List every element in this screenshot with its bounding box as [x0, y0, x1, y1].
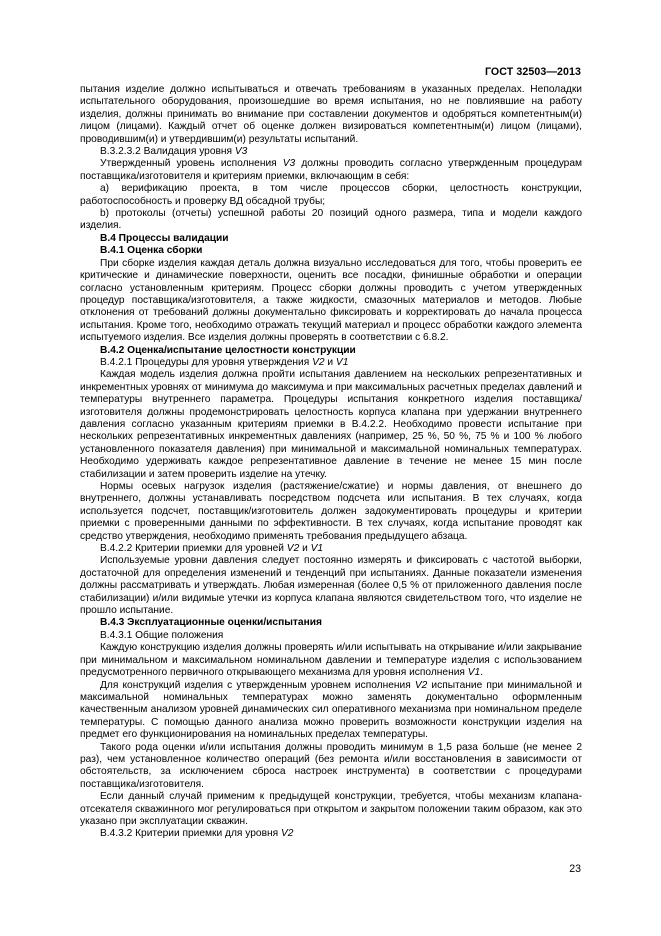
paragraph: а) верификацию проекта, в том числе процессов сборки, целостность конструкции, работоспособность и проверку ВД обсадной трубы;	[80, 183, 582, 207]
paragraph: Для конструкций изделия с утвержденным уровнем исполнения V2 испытание при минимальной и максимальной номинальных температурах можно заменять документально оформленным качественным анализом уровней динамических сил оперативного механизма при номинальном пределе температуры. С помощью данного анализа можно проверить возможности конструкции изделия на предмет его функционирования на номинальных пределах температуры.	[80, 679, 582, 741]
subsection-heading: В.4.2.1 Процедуры для уровня утверждения V2 и V1	[100, 356, 349, 368]
paragraph: Каждую конструкцию изделия должны проверять и/или испытывать на открывание и/или закрывание при минимальном и максимальном номинальном давлении и температуре изделия с использованием предусмотренного первичного открывающего механизма для уровня исполнения V1.	[80, 642, 582, 679]
section-heading: В.4.2 Оценка/испытание целостности конструкции	[100, 344, 356, 356]
section-heading: В.4.3 Эксплуатационные оценки/испытания	[100, 617, 322, 629]
paragraph: При сборке изделия каждая деталь должна визуально исследоваться для того, чтобы проверить ее критические и динамические поверхности, оценить все посадки, финишные обработки и операции согласно установленным критериям. Процесс сборки должны проводить с учетом утвержденных процедур поставщика/изготовителя, а также жидкости, смазочных материалов и методов. Любые отклонения от требований должны документально фиксировать и корректировать до начала процесса испытания. Кроме того, необходимо отражать текущий материал и процесс обработки каждого элемента испытуемого изделия. Все изделия должны проверять в соответствии с 6.8.2.	[80, 257, 582, 344]
paragraph: b) протоколы (отчеты) успешной работы 20 позиций одного размера, типа и модели каждого изделия.	[80, 208, 582, 232]
page-number: 23	[569, 863, 581, 875]
section-heading: В.4 Процессы валидации	[100, 232, 229, 244]
subsection-heading: В.4.2.2 Критерии приемки для уровней V2 и V1	[100, 543, 324, 555]
section-heading: В.4.1 Оценка сборки	[100, 245, 203, 257]
paragraph: Если данный случай применим к предыдущей конструкции, требуется, чтобы механизм клапана-отсекателя скважинного мог регулироваться при открытом и закрытом положении таким образом, как это указано при эксплуатации скважин.	[80, 791, 582, 827]
paragraph: Такого рода оценки и/или испытания должны проводить минимум в 1,5 раза больше (не менее 2 раз), чем установленное количество операций (без ремонта и/или восстановления в зависимости от обстоятельств, за исключением сброса настроек инструмента) в соответствии с процедурами поставщика/изготовителя.	[80, 741, 582, 790]
paragraph: Каждая модель изделия должна пройти испытания давлением на нескольких репрезентативных и инкрементных уровнях от минимума до максимума и при максимальных расчетных пределах давлений и температуры внутреннего параметра. Процедуры испытания конкретного изделия поставщика/изготовителя должны продемонстрировать целостность корпуса клапана при удержании внутреннего давления согласно указанным критериям приемки в В.4.2.2. Необходимо провести испытание при нескольких репрезентативных инкрементных давлениях (например, 25 %, 50 %, 75 % и 100 % любого установленного показателя давления) при минимальной и максимальной номинальных температурах. Необходимо удерживать каждое репрезентативное давление в течение не менее 15 мин после стабилизации и затем проверить изделие на утечку.	[80, 369, 582, 480]
subsection-heading: В.4.3.1 Общие положения	[100, 629, 224, 641]
paragraph: пытания изделие должно испытываться и отвечать требованиям в указанных пределах. Неполадки испытательного оборудования, произошедшие во время испытания, но не повлиявшие на работу изделия, должны принимать во внимание при составлении документов и одобряться компетентным(и) лицом (лицами). Каждый отчет об оценке должен визироваться компетентным(и) лицом (лицами), проводившим(и) и утвердившим(и) результаты испытаний.	[80, 84, 582, 145]
document-body	[80, 84, 582, 841]
subsection-heading: В.3.2.3.2 Валидация уровня V3	[100, 146, 248, 158]
paragraph: Нормы осевых нагрузок изделия (растяжение/сжатие) и нормы давления, от внешнего до внутреннего, должны устанавливать посредством подсчета или испытания. В тех случаях, когда используется подсчет, поставщик/изготовитель должен задокументировать процедуры и критерии приемки с проверенными данными по эффективности. В тех случаях, когда испытание проводят как средство утверждения, необходимо применять требования предыдущего абзаца.	[80, 481, 582, 542]
paragraph: Утвержденный уровень исполнения V3 должны проводить согласно утвержденным процедурам поставщика/изготовителя и критериям приемки, включающим в себя:	[80, 158, 583, 182]
subsection-heading: В.4.3.2 Критерии приемки для уровня V2	[100, 828, 294, 840]
paragraph: Используемые уровни давления следует постоянно измерять и фиксировать с частотой выборки, достаточной для определения изменений и тенденций при испытаниях. Данные показатели изменения должны рассматривать и утверждать. Любая измеренная (более 0,5 % от приложенного давления после стабилизации) и/или видимые утечки из корпуса клапана являются свидетельством того, что изделие не прошло испытание.	[80, 555, 582, 617]
standard-number: ГОСТ 32503—2013	[484, 66, 581, 78]
